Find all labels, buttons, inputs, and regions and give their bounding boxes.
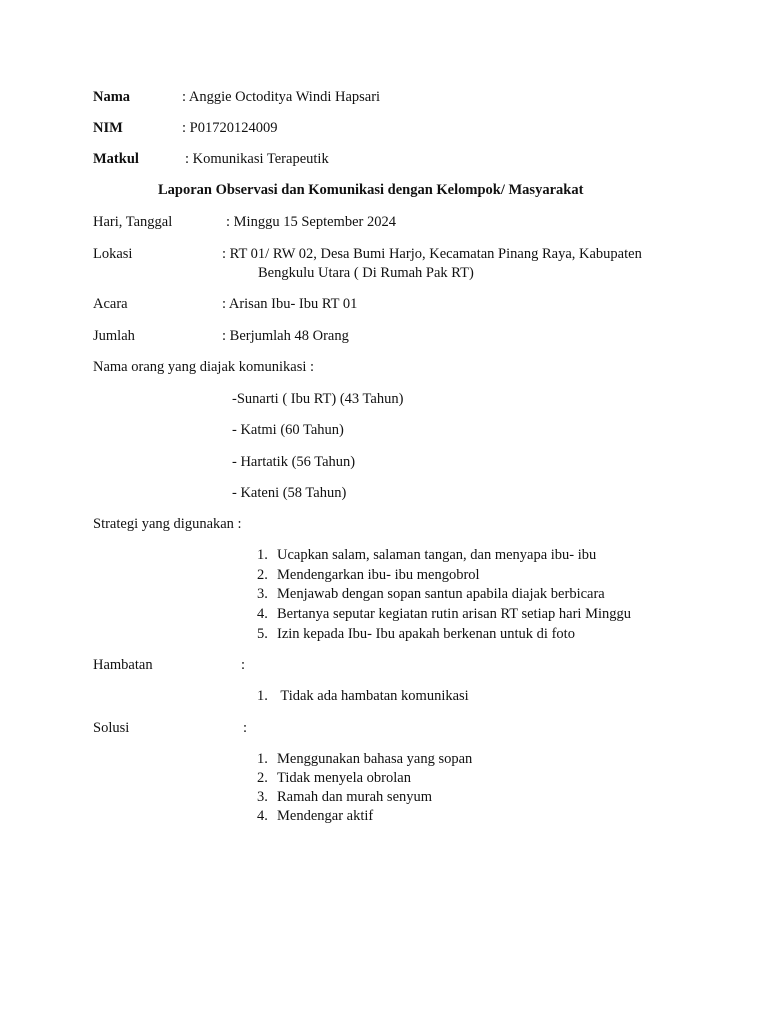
- list-text: Tidak menyela obrolan: [277, 770, 411, 786]
- list-number: 1.: [257, 688, 268, 704]
- hari-label: Hari, Tanggal: [93, 214, 173, 230]
- list-text: Mendengar aktif: [277, 808, 374, 824]
- list-number: 3.: [257, 789, 268, 805]
- list-text: Bertanya seputar kegiatan rutin arisan RT setiap hari Minggu: [277, 606, 632, 622]
- list-number: 4.: [257, 606, 268, 622]
- list-number: 1.: [257, 751, 268, 767]
- lokasi-label: Lokasi: [93, 246, 133, 262]
- list-number: 4.: [257, 808, 268, 824]
- list-text: Ucapkan salam, salaman tangan, dan menyapa ibu- ibu: [277, 547, 597, 563]
- solusi-item: [257, 750, 472, 768]
- nama-value: : Anggie Octoditya Windi Hapsari: [182, 89, 381, 105]
- acara-label: Acara: [93, 296, 128, 312]
- list-text: Tidak ada hambatan komunikasi: [277, 688, 469, 704]
- lokasi-value-line2: Bengkulu Utara ( Di Rumah Pak RT): [258, 265, 474, 281]
- solusi-item: [257, 769, 411, 787]
- strategi-item: [257, 585, 605, 603]
- solusi-label: Solusi: [93, 720, 130, 736]
- list-text: Ramah dan murah senyum: [277, 789, 433, 805]
- person-item: - Hartatik (56 Tahun): [232, 454, 356, 470]
- list-text: Menjawab dengan sopan santun apabila diajak berbicara: [277, 586, 605, 602]
- list-number: 2.: [257, 770, 268, 786]
- list-number: 3.: [257, 586, 268, 602]
- person-item: - Katmi (60 Tahun): [232, 422, 344, 438]
- list-number: 2.: [257, 567, 268, 583]
- hambatan-colon: :: [241, 657, 246, 673]
- solusi-colon: :: [243, 720, 248, 736]
- list-number: 5.: [257, 626, 268, 642]
- matkul-label: Matkul: [93, 151, 139, 167]
- strategi-item: [257, 625, 575, 643]
- acara-value: : Arisan Ibu- Ibu RT 01: [222, 296, 358, 312]
- person-item: - Kateni (58 Tahun): [232, 485, 347, 501]
- lokasi-value-line1: : RT 01/ RW 02, Desa Bumi Harjo, Kecamatan Pinang Raya, Kabupaten: [222, 246, 642, 262]
- hari-value: : Minggu 15 September 2024: [226, 214, 396, 230]
- strategi-item: [257, 605, 631, 623]
- strategi-heading: Strategi yang digunakan :: [93, 516, 242, 532]
- list-text: Mendengarkan ibu- ibu mengobrol: [277, 567, 480, 583]
- nim-value: : P01720124009: [182, 120, 278, 136]
- list-text: Menggunakan bahasa yang sopan: [277, 751, 473, 767]
- solusi-item: [257, 807, 373, 825]
- people-heading: Nama orang yang diajak komunikasi :: [93, 359, 315, 375]
- strategi-item: [257, 546, 596, 564]
- list-number: 1.: [257, 547, 268, 563]
- nama-label: Nama: [93, 89, 131, 105]
- matkul-value: : Komunikasi Terapeutik: [185, 151, 329, 167]
- hambatan-label: Hambatan: [93, 657, 153, 673]
- hambatan-item: [257, 687, 469, 705]
- jumlah-label: Jumlah: [93, 328, 135, 344]
- strategi-item: [257, 566, 480, 584]
- document-title: Laporan Observasi dan Komunikasi dengan Kelompok/ Masyarakat: [158, 182, 584, 198]
- person-item: -Sunarti ( Ibu RT) (43 Tahun): [232, 391, 404, 407]
- nim-label: NIM: [93, 120, 123, 136]
- solusi-item: [257, 788, 432, 806]
- jumlah-value: : Berjumlah 48 Orang: [222, 328, 349, 344]
- list-text: Izin kepada Ibu- Ibu apakah berkenan untuk di foto: [277, 626, 575, 642]
